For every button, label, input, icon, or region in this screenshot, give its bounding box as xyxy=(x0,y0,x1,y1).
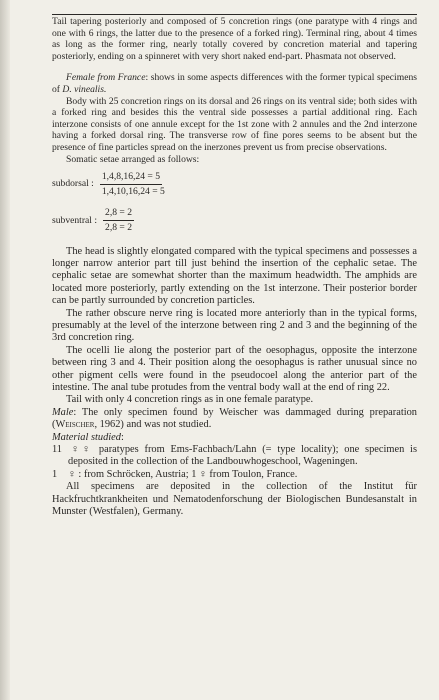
book-spine-shadow xyxy=(0,0,10,700)
formula-subventral-denominator: 2,8 = 2 xyxy=(105,221,133,233)
species-name: D. vinealis. xyxy=(62,83,107,95)
formula-subventral-label: subventral : xyxy=(52,214,98,226)
paragraph-somatic-setae: Somatic setae arranged as follows: xyxy=(66,153,200,165)
list-item-text: ♀ : from Schröcken, Austria; 1 ♀ from Toulon, France. xyxy=(68,468,298,480)
list-item-localities xyxy=(52,469,417,481)
section-head-description xyxy=(52,246,417,519)
paragraph-tail-rings: Tail with only 4 concretion rings as in one female paratype. xyxy=(66,394,314,406)
list-item-paratypes xyxy=(52,444,417,469)
formula-subdorsal-numerator: 1,4,8,16,24 = 5 xyxy=(100,171,162,185)
male-author: Weischer xyxy=(55,419,95,431)
paragraph-tail-description: Tail tapering posteriorly and composed of 5 concretion rings (one paratype with 4 rings and one with 6 rings, the latter due to the presence of a forked ring). Terminal ring, about 4 times as long as the former ring, nearly totally covered by concretion material and tapering posteriorly, ending on a spinneret with very short naked end-part. Phasmata not observed. xyxy=(52,16,417,62)
paragraph-head: The head is slightly elongated compared with the typical specimens and possesses a longer narrow anterior part till just behind the insertion of the cephalic setae. The cephalic setae are somewhat shorter than the maximum headwidth. The amphids are located more posteriorly, partly extending on the 1st interzone. Their posterior border can be partly surrounded by concretion particles. xyxy=(52,245,417,307)
paragraph-male xyxy=(52,407,417,432)
paragraph-deposit: All specimens are deposited in the collection of the Institut für Hackfruchtkrankheiten und Nematodenforschung der Biologischen Bundesanstalt in Munster (Westfalen), Germany. xyxy=(52,481,417,518)
male-text-b: , 1962) and was not studied. xyxy=(94,419,212,431)
formula-subdorsal-fraction xyxy=(100,171,167,197)
male-heading: Male xyxy=(52,406,74,418)
list-item-number: 1 xyxy=(52,468,58,480)
female-text: : shows in some aspects differences with the former typical specimens of xyxy=(52,72,417,95)
formula-subventral-numerator: 2,8 = 2 xyxy=(103,207,134,221)
formula-subdorsal xyxy=(52,171,417,197)
list-item-number: 11 xyxy=(52,444,63,455)
male-text-a: : The only specimen found by Weischer was dammaged during preparation ( xyxy=(52,406,417,431)
female-heading: Female from France xyxy=(66,72,146,84)
formula-subventral-fraction xyxy=(103,207,134,233)
paragraph-nerve-ring: The rather obscure nerve ring is located more anteriorly than in the typical forms, presumably at the level of the interzone between ring 2 and 3 and the beginning of the 3rd concretion ring. xyxy=(52,307,417,344)
formula-subventral xyxy=(52,207,417,233)
formula-subdorsal-denominator: 1,4,10,16,24 = 5 xyxy=(101,185,165,197)
paragraph-ocelli: The ocelli lie along the posterior part of the oesophagus, opposite the interzone between ring 3 and 4. Their position along the oesophagus is rather unusual since no other pigment cells were found in the pseudocoel along the anterior part of the intestine. The anal tube protudes from the ventral body wall at the end of ring 22. xyxy=(52,344,417,393)
material-studied-heading: Material studied: xyxy=(52,431,124,443)
formula-subdorsal-label: subdorsal : xyxy=(52,178,94,190)
paragraph-body-rings: Body with 25 concretion rings on its dorsal and 26 rings on its ventral side; both sides with a forked ring and besides this the ventral side possesses a partial additional ring. Each interzone consists of one annule except for the 1st zone with 2 annules and the 2nd interzone having a forked dorsal ring. The transverse row of fine pores seems to be absent but the presence of fine particles spread on the inerzones prevent us from precise observations. xyxy=(52,95,417,153)
paragraph-female-france xyxy=(52,72,417,95)
list-item-text: ♀♀ paratypes from Ems-Fachbach/Lahn (= type locality); one specimen is deposited in the collection of the Landbouwhogeschool, Wageningen. xyxy=(68,444,417,468)
